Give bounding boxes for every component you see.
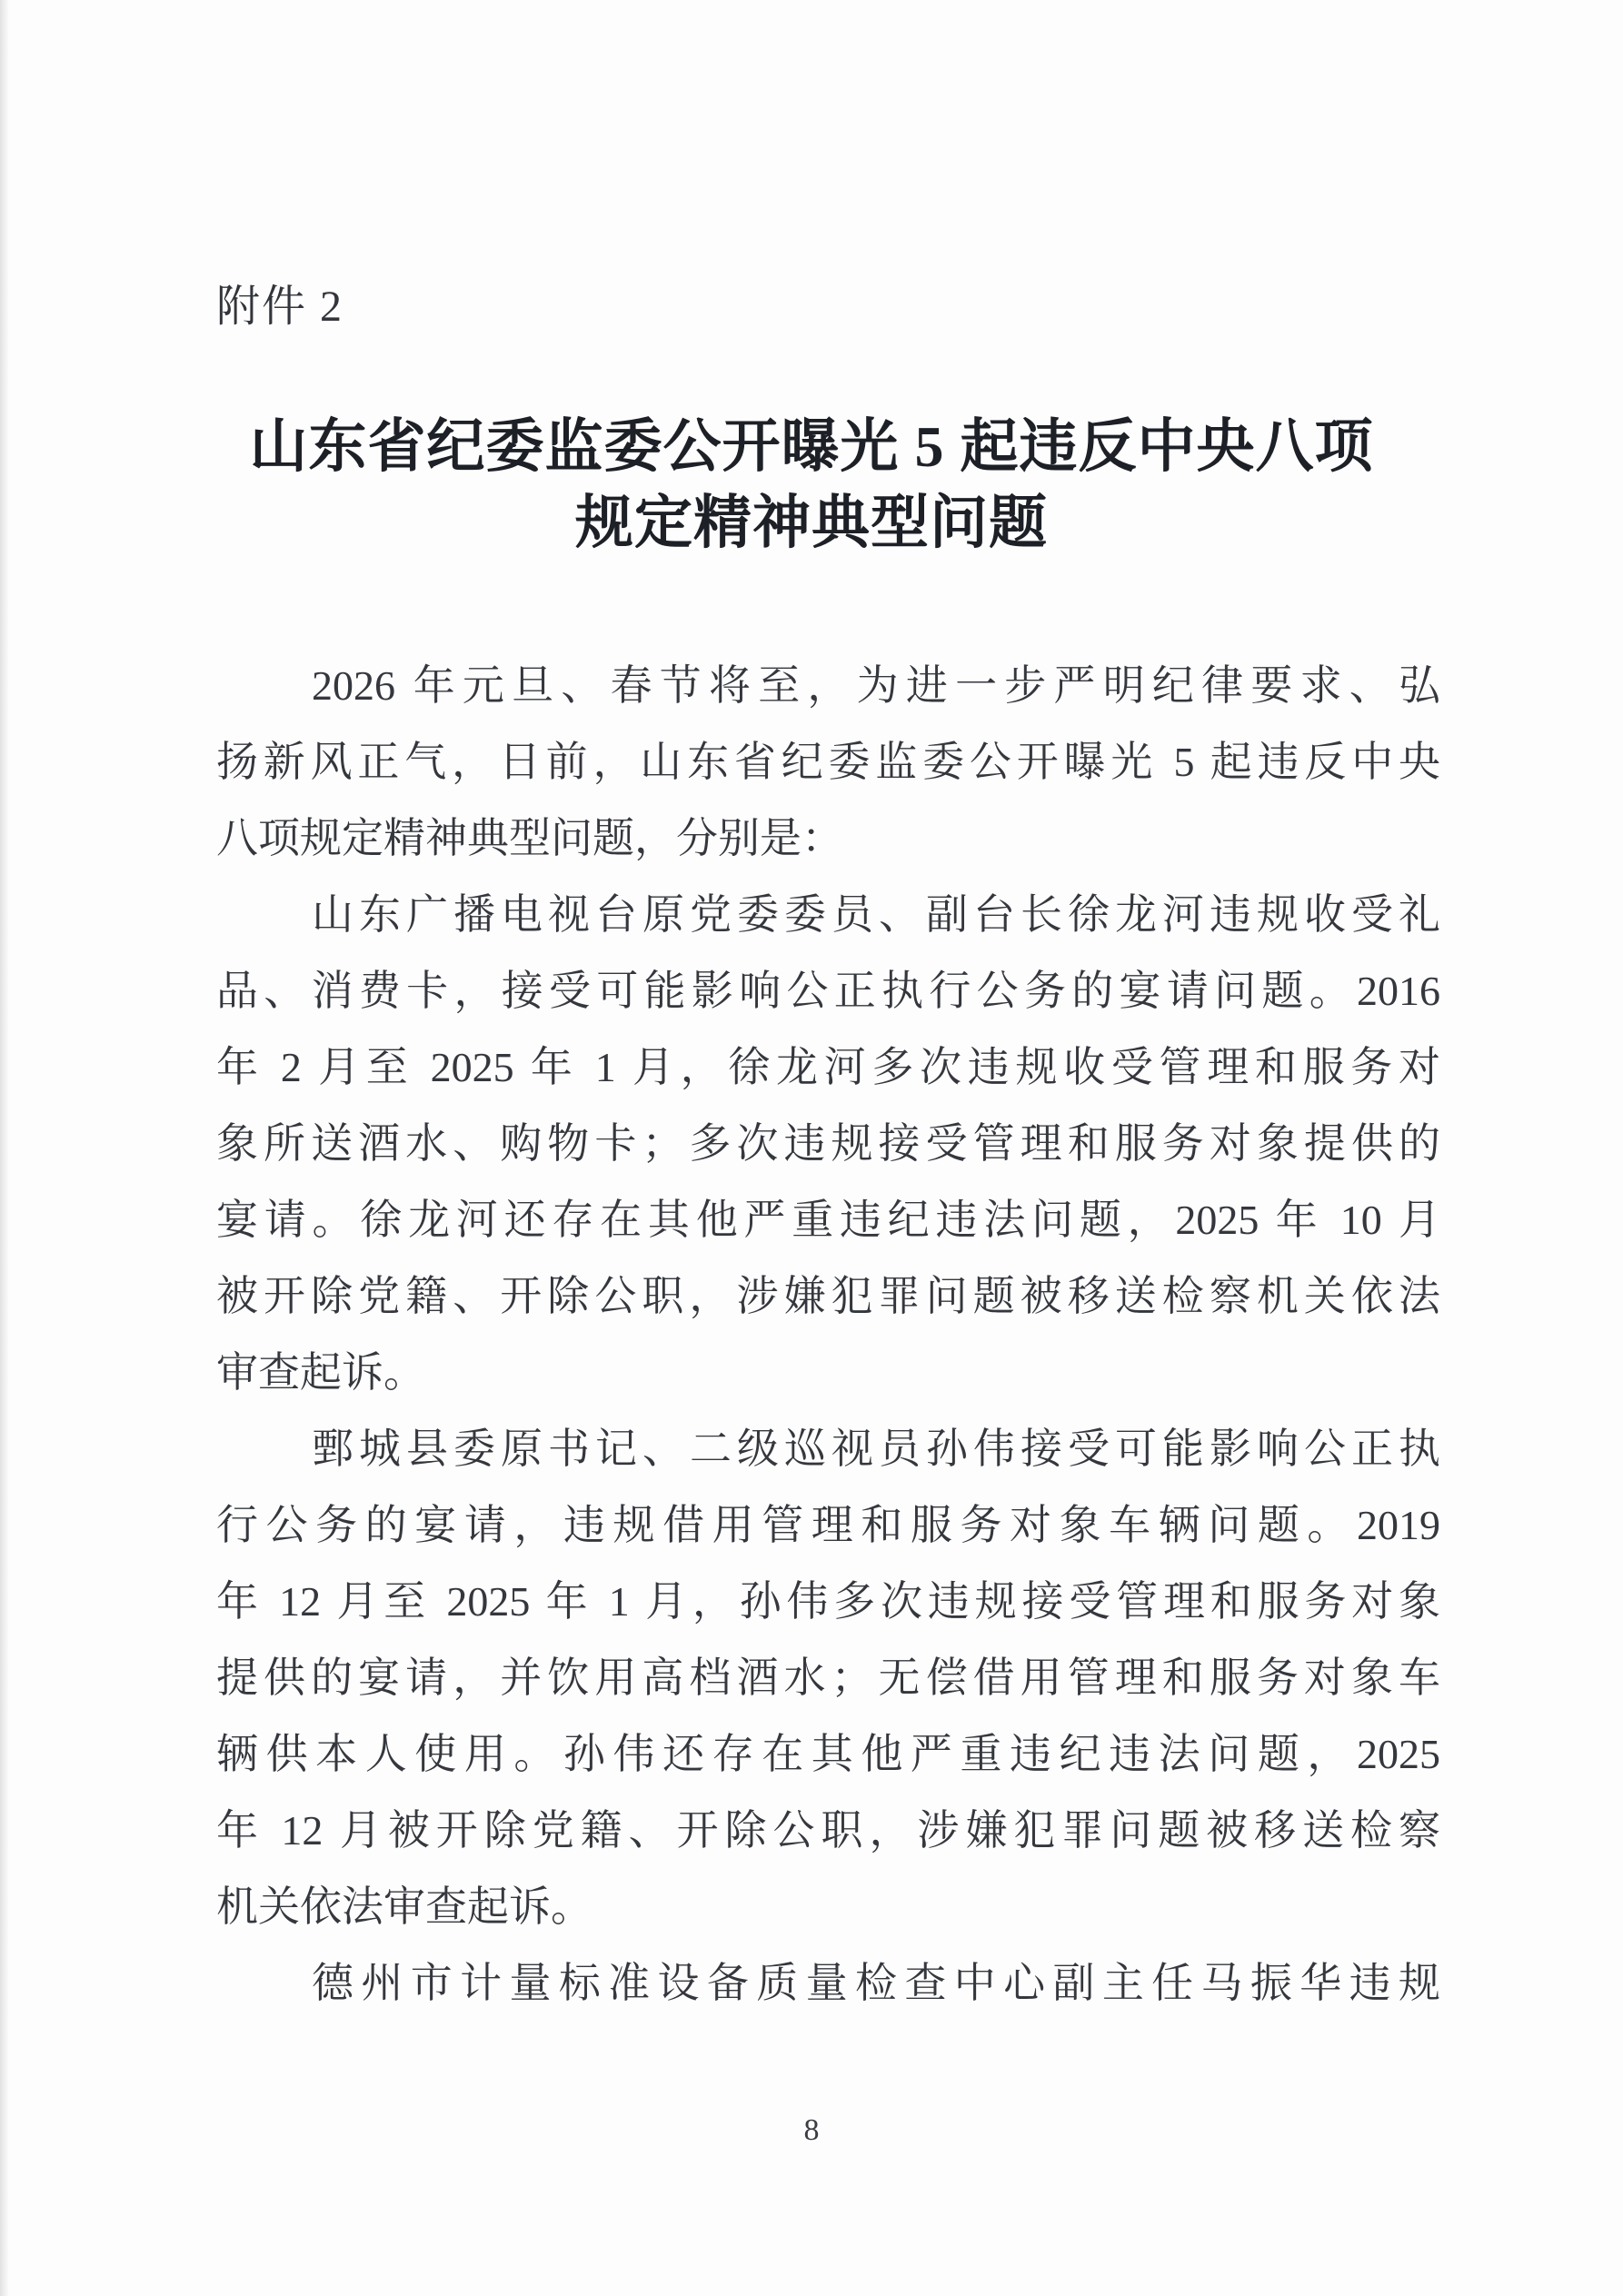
body-line: 2026 年元旦、春节将至，为进一步严明纪律要求、弘	[312, 662, 1440, 709]
body-line: 扬新风正气，日前，山东省纪委监委公开曝光 5 起违反中央	[216, 739, 1440, 785]
scan-edge-shadow	[0, 0, 9, 2296]
body-line: 被开除党籍、开除公职，涉嫌犯罪问题被移送检察机关依法	[216, 1273, 1440, 1319]
body-line: 年 2 月至 2025 年 1 月，徐龙河多次违规收受管理和服务对	[216, 1044, 1440, 1090]
body-line: 八项规定精神典型问题，分别是：	[216, 815, 843, 861]
attachment-label: 附件 2	[216, 283, 344, 331]
body-line: 提供的宴请，并饮用高档酒水；无偿借用管理和服务对象车	[216, 1655, 1440, 1701]
page-number: 8	[803, 2113, 820, 2147]
body-line: 德州市计量标准设备质量检查中心副主任马振华违规	[312, 1960, 1440, 2006]
body-line: 宴请。徐龙河还存在其他严重违纪违法问题，2025 年 10 月	[216, 1197, 1440, 1243]
document-body	[216, 648, 1440, 2022]
body-line: 辆供本人使用。孙伟还存在其他严重违纪违法问题，2025	[216, 1731, 1440, 1777]
body-line: 机关依法审查起诉。	[216, 1884, 592, 1930]
document-title-line-1: 山东省纪委监委公开曝光 5 起违反中央八项	[249, 414, 1374, 479]
document-title-line-2: 规定精神典型问题	[575, 491, 1048, 555]
body-line: 象所送酒水、购物卡；多次违规接受管理和服务对象提供的	[216, 1120, 1440, 1167]
body-line: 山东广播电视台原党委委员、副台长徐龙河违规收受礼	[312, 891, 1440, 938]
body-line: 行公务的宴请，违规借用管理和服务对象车辆问题。2019	[216, 1502, 1440, 1548]
document-title	[0, 409, 1623, 562]
body-line: 鄄城县委原书记、二级巡视员孙伟接受可能影响公正执	[312, 1426, 1440, 1472]
body-line: 年 12 月被开除党籍、开除公职，涉嫌犯罪问题被移送检察	[216, 1807, 1440, 1854]
body-line: 审查起诉。	[216, 1349, 425, 1396]
body-line: 年 12 月至 2025 年 1 月，孙伟多次违规接受管理和服务对象	[216, 1578, 1440, 1625]
body-line: 品、消费卡，接受可能影响公正执行公务的宴请问题。2016	[216, 968, 1440, 1014]
